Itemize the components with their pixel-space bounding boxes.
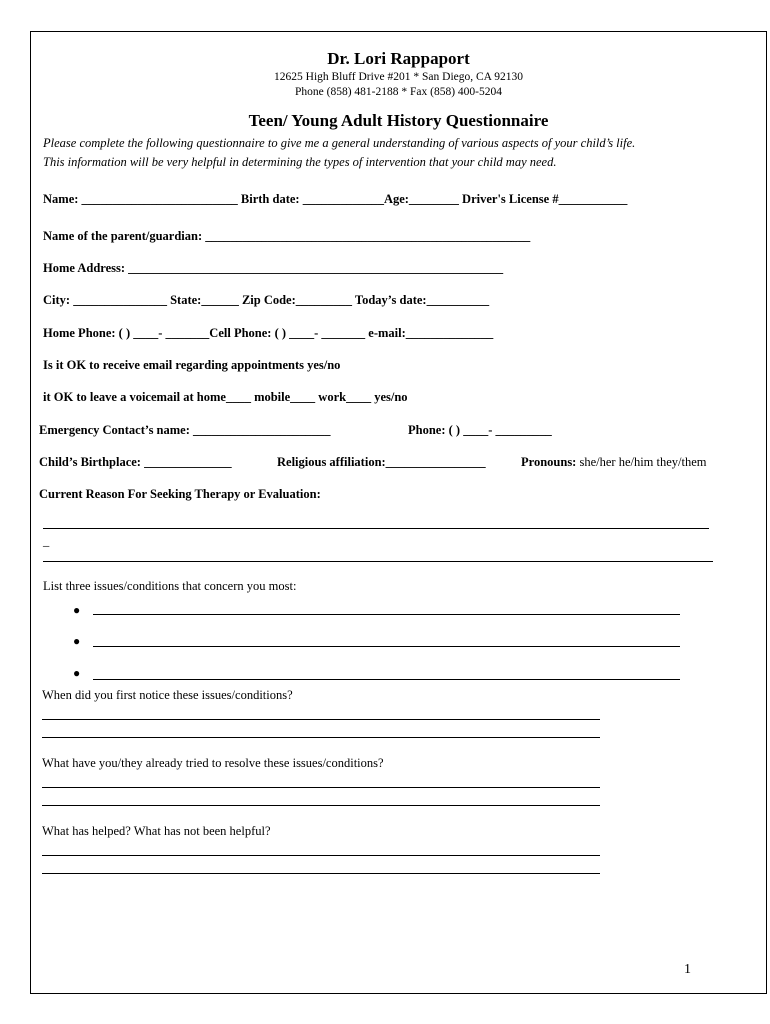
- tried-answer-line-1[interactable]: [42, 787, 600, 788]
- emergency-phone-field[interactable]: Phone: ( ) ____- _________: [408, 423, 552, 437]
- issue-answer-line-1[interactable]: [93, 614, 680, 615]
- doctor-name: Dr. Lori Rappaport: [327, 49, 470, 68]
- city-state-zip-date-field[interactable]: City: _______________ State:______ Zip Code:_________ Today’s date:__________: [43, 293, 490, 307]
- birthplace-field[interactable]: Child’s Birthplace: ______________: [39, 455, 232, 469]
- home-address-field[interactable]: Home Address: ____________________________________________________________: [43, 261, 504, 275]
- tried-answer-line-2[interactable]: [42, 805, 600, 806]
- first-notice-answer-line-2[interactable]: [42, 737, 600, 738]
- page-number: 1: [684, 962, 691, 977]
- intro-line-2: This information will be very helpful in determining the types of intervention that your child may need.: [43, 155, 557, 169]
- pronouns-label: Pronouns:: [521, 455, 577, 469]
- first-notice-answer-line-1[interactable]: [42, 719, 600, 720]
- helped-question: What has helped? What has not been helpful?: [42, 824, 271, 838]
- first-notice-question: When did you first notice these issues/conditions?: [42, 688, 293, 702]
- phone-email-field[interactable]: Home Phone: ( ) ____- _______Cell Phone: ( ) ____- _______ e-mail:______________: [43, 326, 494, 340]
- pronouns-field[interactable]: [521, 455, 707, 470]
- reason-dash: _: [43, 534, 50, 548]
- emergency-contact-field[interactable]: Emergency Contact’s name: ______________________: [39, 423, 331, 437]
- name-birthdate-age-license-field[interactable]: Name: _________________________ Birth date: _____________Age:________ Driver's License #___________: [43, 192, 628, 206]
- reason-answer-line-1[interactable]: [43, 528, 709, 529]
- issue-answer-line-2[interactable]: [93, 646, 680, 647]
- issues-question: List three issues/conditions that concern you most:: [43, 579, 297, 593]
- parent-guardian-field[interactable]: Name of the parent/guardian: ____________________________________________________: [43, 229, 531, 243]
- voicemail-ok-question[interactable]: it OK to leave a voicemail at home____ mobile____ work____ yes/no: [43, 390, 408, 404]
- reason-answer-line-2[interactable]: [43, 561, 713, 562]
- issue-answer-line-3[interactable]: [93, 679, 680, 680]
- form-page: [30, 31, 767, 994]
- email-ok-question[interactable]: Is it OK to receive email regarding appointments yes/no: [43, 358, 341, 372]
- tried-question: What have you/they already tried to resolve these issues/conditions?: [42, 756, 384, 770]
- bullet-1-icon: ●: [73, 603, 81, 617]
- office-address: 12625 High Bluff Drive #201 * San Diego, CA 92130: [274, 71, 523, 83]
- helped-answer-line-2[interactable]: [42, 873, 600, 874]
- reason-heading: Current Reason For Seeking Therapy or Evaluation:: [39, 487, 321, 501]
- intro-line-1: Please complete the following questionnaire to give me a general understanding of various aspects of your child’s life.: [43, 136, 636, 150]
- religion-field[interactable]: Religious affiliation:________________: [277, 455, 486, 469]
- bullet-3-icon: ●: [73, 666, 81, 680]
- helped-answer-line-1[interactable]: [42, 855, 600, 856]
- bullet-2-icon: ●: [73, 634, 81, 648]
- office-phone-fax: Phone (858) 481-2188 * Fax (858) 400-5204: [295, 86, 502, 98]
- form-title: Teen/ Young Adult History Questionnaire: [248, 111, 549, 130]
- pronouns-options: she/her he/him they/them: [576, 455, 707, 469]
